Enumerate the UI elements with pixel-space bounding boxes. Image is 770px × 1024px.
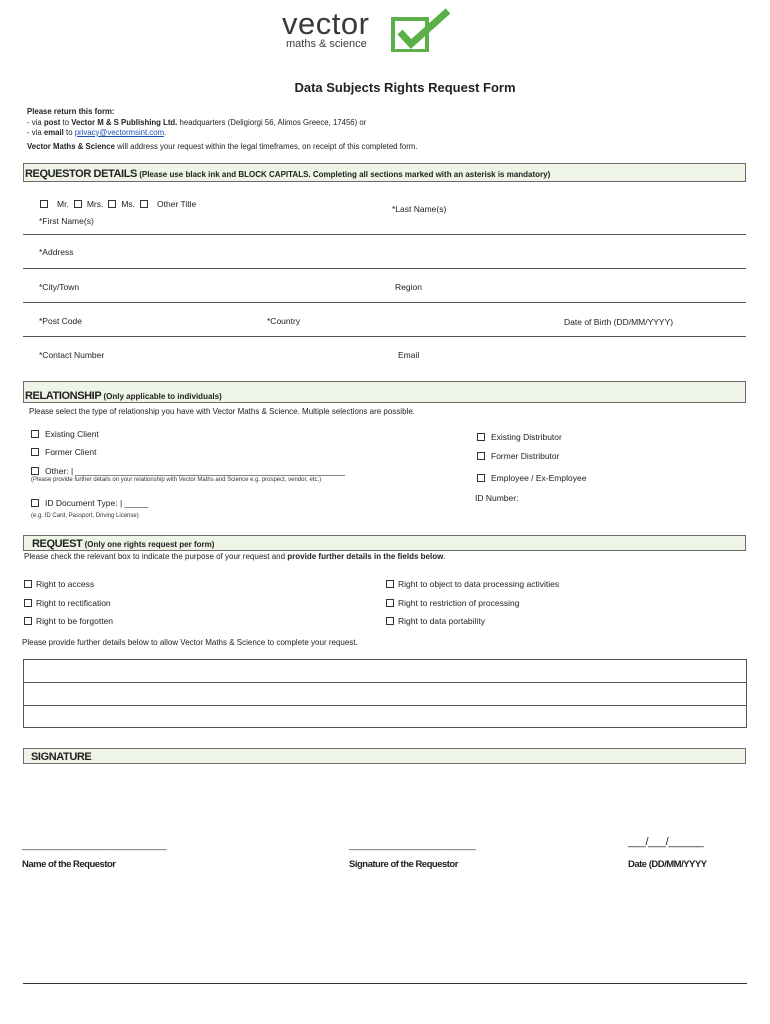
name-requestor-label: Name of the Requestor <box>22 859 116 870</box>
signature-section-header: SIGNATURE <box>23 748 746 764</box>
details-box <box>23 659 747 728</box>
address-field[interactable]: *Address <box>39 247 74 257</box>
divider <box>23 268 746 269</box>
intro <box>27 107 417 152</box>
logo-word: vector <box>282 6 370 41</box>
id-document-note: (e.g. ID Card, Passport, Driving License) <box>31 513 139 519</box>
logo-subtitle: maths & science <box>286 38 367 50</box>
relationship-section-header: RELATIONSHIP (Only applicable to individuals) <box>23 381 746 403</box>
existing-client-option[interactable]: Existing Client <box>31 429 99 439</box>
details-row[interactable] <box>24 706 746 728</box>
divider <box>23 302 746 303</box>
date-label: Date (DD/MM/YYYY <box>628 859 707 870</box>
right-to-object-checkbox[interactable] <box>386 580 394 588</box>
employee-option[interactable]: Employee / Ex-Employee <box>477 473 586 483</box>
former-client-checkbox[interactable] <box>31 448 39 456</box>
former-distributor-option[interactable]: Former Distributor <box>477 451 559 461</box>
request-section-header: REQUEST (Only one rights request per form) <box>23 535 746 551</box>
first-name-field[interactable]: *First Name(s) <box>39 216 94 226</box>
id-document-option[interactable]: ID Document Type: | _____ <box>31 498 148 508</box>
right-to-restriction-checkbox[interactable] <box>386 599 394 607</box>
footer-rule <box>23 983 747 984</box>
intro-email-line: - via email to privacy@vectormsint.com. <box>27 128 167 137</box>
other-relationship-checkbox[interactable] <box>31 467 39 475</box>
other-details-underline <box>75 467 345 476</box>
date-line[interactable]: ___/___/______ <box>628 836 704 848</box>
request-instruction: Please check the relevant box to indicate the purpose of your request and provide further details in the fields below. <box>24 552 446 561</box>
right-to-be-forgotten-checkbox[interactable] <box>24 617 32 625</box>
page-title: Data Subjects Rights Request Form <box>294 80 516 95</box>
other-relationship-option[interactable]: Other: | <box>31 466 345 476</box>
email-field[interactable]: Email <box>398 350 420 360</box>
former-client-option[interactable]: Former Client <box>31 447 96 457</box>
intro-post-line: - via post to Vector M & S Publishing Ltd. headquarters (Deligiorgi 56, Alimos Greece, 17456) or <box>27 117 367 127</box>
right-to-portability-checkbox[interactable] <box>386 617 394 625</box>
title-ms-checkbox[interactable] <box>108 200 116 208</box>
signature-requestor-label: Signature of the Requestor <box>349 859 458 870</box>
return-heading: Please return this form: <box>27 107 115 116</box>
title-mrs-checkbox[interactable] <box>74 200 82 208</box>
intro-timeframe-line: Vector Maths & Science will address your request within the legal timeframes, on receipt of this completed form. <box>27 141 418 151</box>
existing-distributor-option[interactable]: Existing Distributor <box>477 432 562 442</box>
right-to-rectification-checkbox[interactable] <box>24 599 32 607</box>
details-row[interactable] <box>24 660 746 683</box>
city-field[interactable]: *City/Town <box>39 282 80 292</box>
right-to-be-forgotten-option[interactable]: Right to be forgotten <box>24 616 113 626</box>
id-document-checkbox[interactable] <box>31 499 39 507</box>
signature-requestor-line[interactable]: ____________________________ <box>349 840 476 850</box>
last-name-field[interactable]: *Last Name(s) <box>392 204 447 214</box>
title-mr-checkbox[interactable] <box>40 200 48 208</box>
email-link[interactable]: privacy@vectormsint.com <box>74 128 165 137</box>
title-other-checkbox[interactable] <box>140 200 148 208</box>
existing-client-checkbox[interactable] <box>31 430 39 438</box>
employee-checkbox[interactable] <box>477 474 485 482</box>
right-to-portability-option[interactable]: Right to data portability <box>386 616 485 626</box>
relationship-instruction: Please select the type of relationship you have with Vector Maths & Science. Multiple selections are possible. <box>29 407 415 416</box>
right-to-access-option[interactable]: Right to access <box>24 579 94 589</box>
dob-field[interactable]: Date of Birth (DD/MM/YYYY) <box>564 317 674 327</box>
right-to-object-option[interactable]: Right to object to data processing activities <box>386 579 559 589</box>
post-code-field[interactable]: *Post Code <box>39 316 82 326</box>
divider <box>23 336 746 337</box>
checkmark-icon <box>390 8 452 52</box>
details-row[interactable] <box>24 683 746 706</box>
requestor-section-header: REQUESTOR DETAILS (Please use black ink and BLOCK CAPITALS. Completing all sections marked with an asterisk is mandatory) <box>23 163 746 182</box>
right-to-access-checkbox[interactable] <box>24 580 32 588</box>
other-note: (Please provide further details on your relationship with Vector Maths and Science e.g. prospect, vendor, etc.) <box>31 477 322 483</box>
title-options: Mr. Mrs. Ms. Other Title <box>40 199 196 209</box>
logo <box>282 6 457 54</box>
divider <box>23 234 746 235</box>
right-to-restriction-option[interactable]: Right to restriction of processing <box>386 598 519 608</box>
former-distributor-checkbox[interactable] <box>477 452 485 460</box>
details-prompt: Please provide further details below to allow Vector Maths & Science to complete your request. <box>22 638 358 647</box>
name-requestor-line[interactable]: ________________________________ <box>22 840 167 850</box>
id-number-field[interactable]: ID Number: <box>475 493 519 503</box>
region-field[interactable]: Region <box>395 282 422 292</box>
contact-number-field[interactable]: *Contact Number <box>39 350 105 360</box>
existing-distributor-checkbox[interactable] <box>477 433 485 441</box>
right-to-rectification-option[interactable]: Right to rectification <box>24 598 111 608</box>
country-field[interactable]: *Country <box>267 316 301 326</box>
